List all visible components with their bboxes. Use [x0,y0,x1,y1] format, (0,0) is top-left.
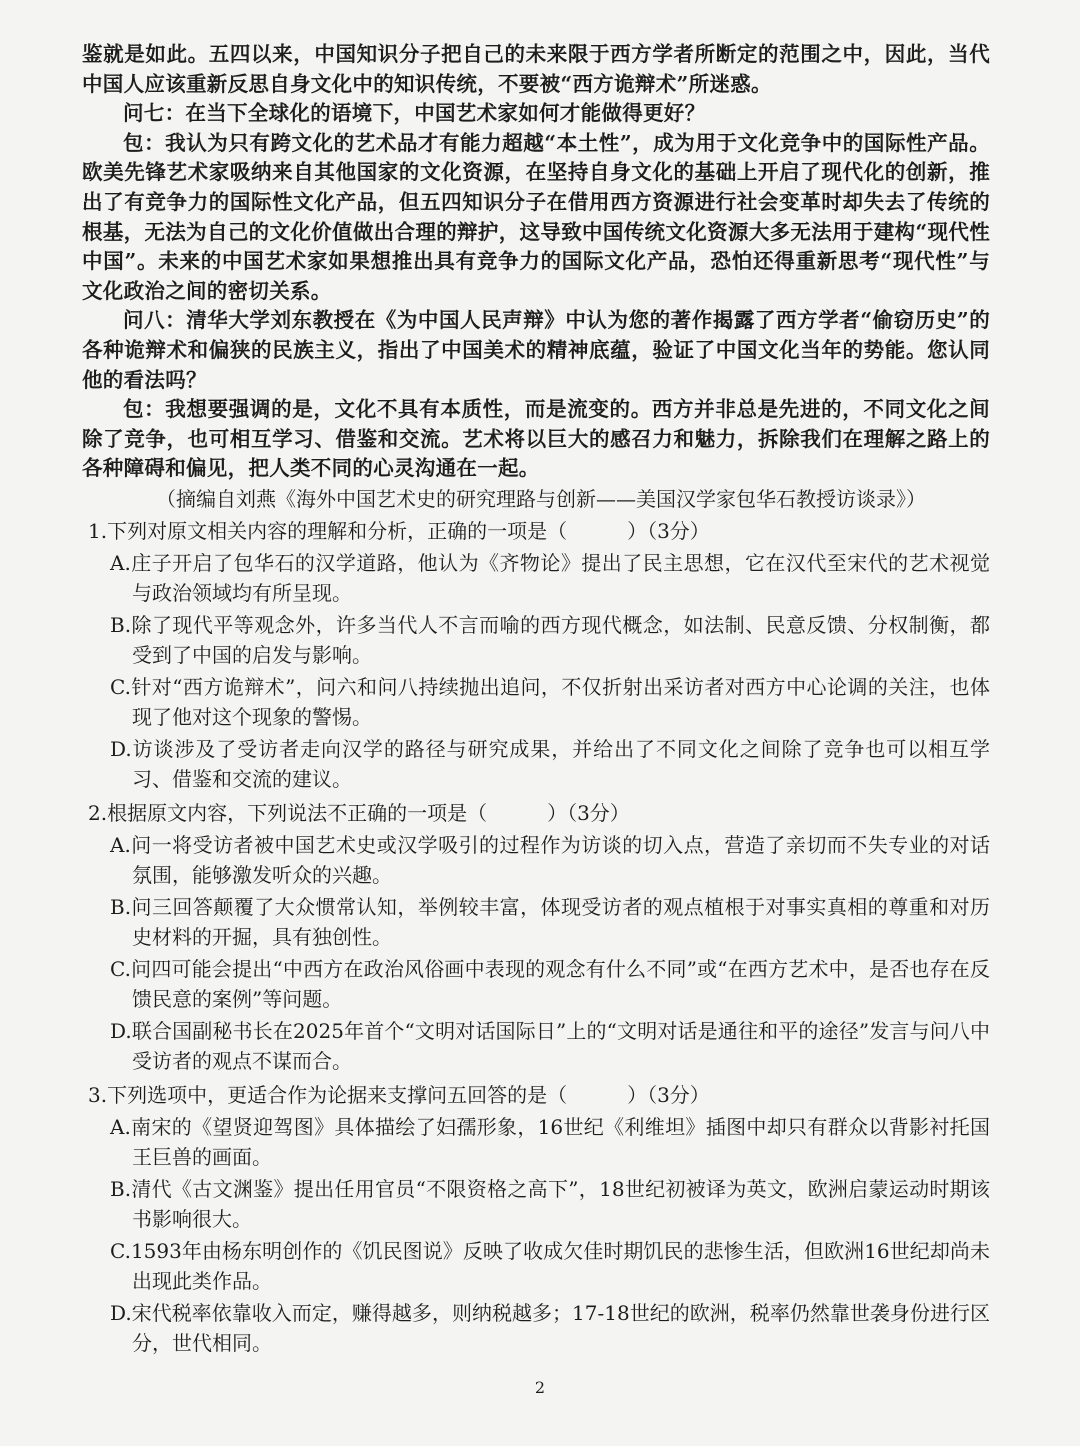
question-2 [88,798,990,1076]
reading-passage [82,40,990,514]
passage-source: （摘编自刘燕《海外中国艺术史的研究理路与创新——美国汉学家包华石教授访谈录》） [156,486,926,511]
interview-question-8: 问八：清华大学刘东教授在《为中国人民声辩》中认为您的著作揭露了西方学者“偷窃历史”的各种诡辩术和偏狭的民族主义，指出了中国美术的精神底蕴，验证了中国文化当年的势能。您认同他的看法吗？ [82,308,990,392]
interview-answer-8: 包：我想要强调的是，文化不具有本质性，而是流变的。西方并非总是先进的，不同文化之间除了竞争，也可相互学习、借鉴和交流。艺术将以巨大的感召力和魅力，拆除我们在理解之路上的各种障碍和偏见，把人类不同的心灵沟通在一起。 [82,397,990,481]
page-number: 2 [534,1378,546,1397]
option-c: C.针对“西方诡辩术”，问六和问八持续抛出追问，不仅折射出采访者对西方中心论调的关注，也体现了他对这个现象的警惕。 [110,675,990,729]
option-d: D.宋代税率依靠收入而定，赚得越多，则纳税越多；17-18世纪的欧洲，税率仍然靠世袭身份进行区分，世代相同。 [110,1301,990,1355]
option-d: D.访谈涉及了受访者走向汉学的路径与研究成果，并给出了不同文化之间除了竞争也可以相互学习、借鉴和交流的建议。 [110,737,990,791]
interview-question-7: 问七：在当下全球化的语境下，中国艺术家如何才能做得更好？ [123,101,706,126]
question-3 [88,1080,990,1358]
option-c: C.问四可能会提出“中西方在政治风俗画中表现的观念有什么不同”或“在西方艺术中，是否也存在反馈民意的案例”等问题。 [110,957,990,1011]
passage-paragraph: 鉴就是如此。五四以来，中国知识分子把自己的未来限于西方学者所断定的范围之中，因此，当代中国人应该重新反思自身文化中的知识传统，不要被“西方诡辩术”所迷惑。 [82,42,990,96]
question-stem: 3.下列选项中，更适合作为论据来支撑问五回答的是（ ）（3分） [88,1083,710,1107]
question-stem: 2.根据原文内容，下列说法不正确的一项是（ ）（3分） [88,801,630,825]
option-a: A.南宋的《望贤迎驾图》具体描绘了妇孺形象，16世纪《利维坦》插图中却只有群众以背影衬托国王巨兽的画面。 [110,1115,990,1169]
option-c: C.1593年由杨东明创作的《饥民图说》反映了收成欠佳时期饥民的悲惨生活，但欧洲16世纪却尚未出现此类作品。 [110,1239,990,1293]
option-a: A.问一将受访者被中国艺术史或汉学吸引的过程作为访谈的切入点，营造了亲切而不失专业的对话氛围，能够激发听众的兴趣。 [110,833,990,887]
question-list [88,516,990,1358]
option-b: B.清代《古文渊鉴》提出任用官员“不限资格之高下”，18世纪初被译为英文，欧洲启蒙运动时期该书影响很大。 [110,1177,990,1231]
option-d: D.联合国副秘书长在2025年首个“文明对话国际日”上的“文明对话是通往和平的途径”发言与问八中受访者的观点不谋而合。 [110,1019,990,1073]
interview-answer-7: 包：我认为只有跨文化的艺术品才有能力超越“本土性”，成为用于文化竞争中的国际性产品。欧美先锋艺术家吸纳来自其他国家的文化资源，在坚持自身文化的基础上开启了现代化的创新，推出了有竞争力的国际性文化产品，但五四知识分子在借用西方资源进行社会变革时却失去了传统的根基，无法为自己的文化价值做出合理的辩护，这导致中国传统文化资源大多无法用于建构“现代性中国”。未来的中国艺术家如果想推出具有竞争力的国际文化产品，恐怕还得重新思考“现代性”与文化政治之间的密切关系。 [82,130,990,303]
question-stem: 1.下列对原文相关内容的理解和分析，正确的一项是（ ）（3分） [88,519,710,543]
question-1 [88,516,990,794]
option-b: B.除了现代平等观念外，许多当代人不言而喻的西方现代概念，如法制、民意反馈、分权制衡，都受到了中国的启发与影响。 [110,613,990,667]
option-b: B.问三回答颠覆了大众惯常认知，举例较丰富，体现受访者的观点植根于对事实真相的尊重和对历史材料的开掘，具有独创性。 [110,895,990,949]
option-a: A.庄子开启了包华石的汉学道路，他认为《齐物论》提出了民主思想，它在汉代至宋代的艺术视觉与政治领域均有所呈现。 [110,551,990,605]
